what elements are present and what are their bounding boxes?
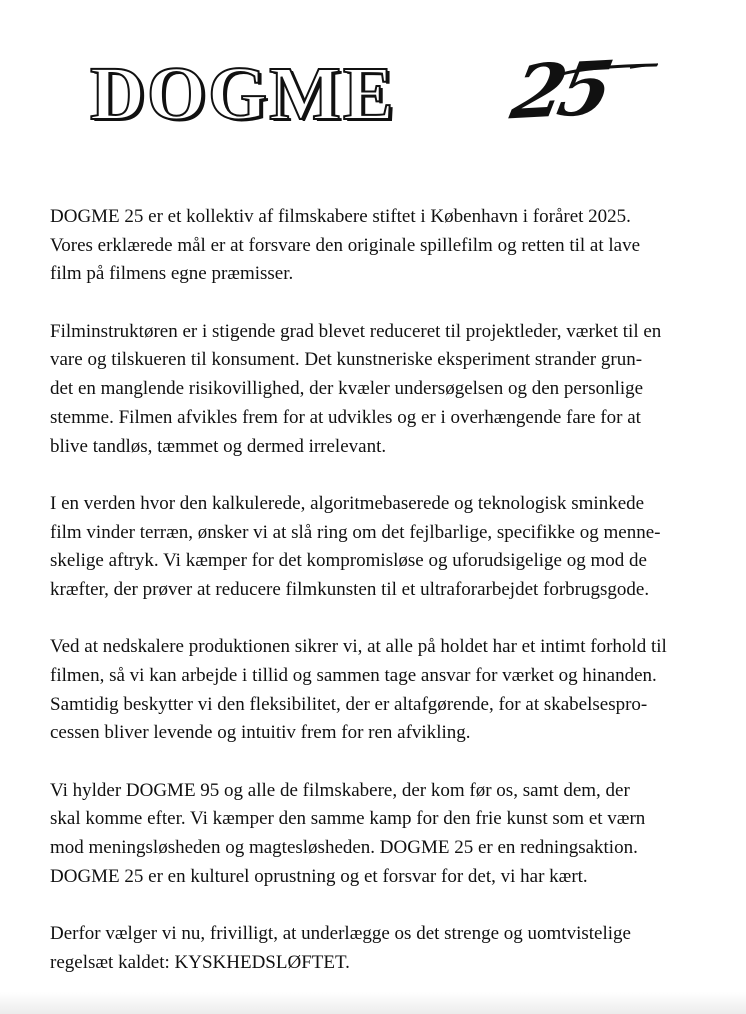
text-line: skelige aftryk. Vi kæmper for det kompromisløse og uforudsigelige og mod de <box>50 550 647 572</box>
logo-wordmark: DOGME <box>90 52 396 136</box>
text-line: blive tandløs, tæmmet og dermed irrelevant. <box>50 435 387 457</box>
text-line: Vi hylder DOGME 95 og alle de filmskabere, der kom før os, samt dem, der <box>50 779 630 801</box>
text-line: DOGME 25 er en kulturel oprustning og et forsvar for det, vi har kært. <box>50 865 588 887</box>
text-line: skal komme efter. Vi kæmper den samme kamp for den frie kunst som et værn <box>50 808 646 830</box>
paragraph-conclusion <box>50 920 710 977</box>
text-line: kræfter, der prøver at reducere filmkunsten til et ultraforarbejdet forbrugsgode. <box>50 578 650 600</box>
paragraph-stance <box>50 490 710 605</box>
brush-stroke-icon <box>560 62 660 78</box>
paragraph-production <box>50 633 710 748</box>
text-line: Ved at nedskalere produktionen sikrer vi, at alle på holdet har et intimt forhold til <box>50 636 667 658</box>
text-line: film vinder terræn, ønsker vi at slå ring om det fejlbarlige, specifikke og menne- <box>50 521 661 543</box>
paragraph-problem <box>50 318 710 462</box>
bottom-fade <box>0 992 746 1014</box>
text-line: Vores erklærede mål er at forsvare den originale spillefilm og retten til at lave <box>50 234 641 256</box>
text-line: mod meningsløsheden og magtesløsheden. DOGME 25 er en redningsaktion. <box>50 837 638 859</box>
text-line: DOGME 25 er et kollektiv af filmskabere stiftet i København i foråret 2025. <box>50 206 631 227</box>
text-line: I en verden hvor den kalkulerede, algoritmebaserede og teknologisk sminkede <box>50 492 645 514</box>
text-line: Samtidig beskytter vi den fleksibilitet, der er altafgørende, for at skabelsespro- <box>50 693 648 715</box>
text-line: det en manglende risikovillighed, der kvæler undersøgelsen og den personlige <box>50 378 644 400</box>
text-line: regelsæt kaldet: KYSKHEDSLØFTET. <box>50 951 350 973</box>
header <box>0 0 746 150</box>
paragraph-tribute <box>50 777 710 892</box>
paragraph-intro <box>50 203 710 289</box>
text-line: Derfor vælger vi nu, frivilligt, at underlægge os det strenge og uomtvistelige <box>50 923 631 945</box>
logo-brush-number: 25 <box>505 45 614 137</box>
manifesto-text <box>50 203 710 1006</box>
text-line: film på filmens egne præmisser. <box>50 263 294 285</box>
text-line: stemme. Filmen afvikles frem for at udvikles og er i overhængende fare for at <box>50 406 641 428</box>
text-line: filmen, så vi kan arbejde i tillid og sammen tage ansvar for værket og hinanden. <box>50 664 657 686</box>
text-line: Filminstruktøren er i stigende grad blevet reduceret til projektleder, værket til en <box>50 320 662 342</box>
text-line: cessen bliver levende og intuitiv frem for ren afvikling. <box>50 722 471 744</box>
text-line: vare og tilskueren til konsument. Det kunstneriske eksperiment strander grun- <box>50 349 643 371</box>
